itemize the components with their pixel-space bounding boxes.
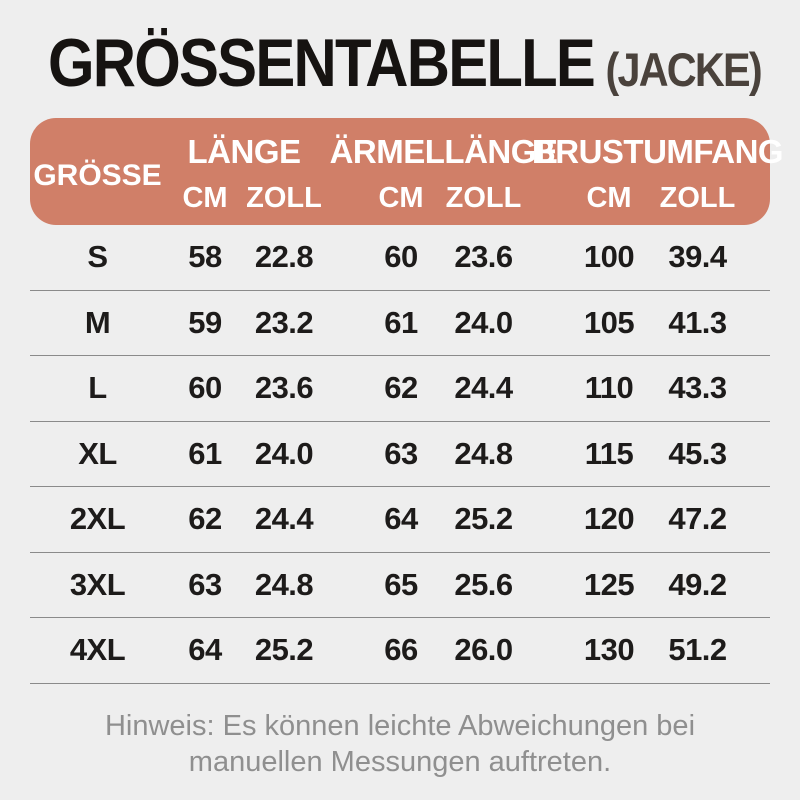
subheader-brustumfang-zoll: ZOLL (659, 182, 736, 214)
chest-zoll-cell: 51.2 (668, 632, 727, 668)
arm-zoll-cell: 24.8 (454, 435, 513, 471)
chest-cm-cell: 100 (583, 239, 635, 275)
chest-cm-cell: 110 (584, 370, 634, 406)
size-cell: 3XL (69, 566, 126, 602)
arm-zoll-cell: 25.2 (454, 501, 513, 537)
len-cm-cell: 58 (188, 239, 222, 275)
arm-zoll-cell: 24.0 (454, 304, 513, 340)
chest-cm-cell: 125 (583, 566, 635, 602)
chest-zoll-cell: 41.3 (668, 304, 727, 340)
len-zoll-cell: 22.8 (254, 239, 314, 275)
col-group-aermellaenge: ÄRMELLÄNGE (329, 133, 558, 170)
len-cm-cell: 60 (188, 370, 222, 406)
title-main: GRÖSSENTABELLE (48, 25, 595, 101)
subheader-laenge-cm: CM (182, 182, 228, 214)
arm-zoll-cell: 25.6 (454, 566, 513, 602)
table-row-4xl (30, 618, 770, 684)
chest-zoll-cell: 45.3 (668, 435, 727, 471)
size-cell: 4XL (69, 632, 126, 668)
len-zoll-cell: 25.2 (254, 632, 314, 668)
chest-zoll-cell: 43.3 (668, 370, 727, 406)
title-suffix: (JACKE) (605, 43, 761, 96)
table-row-xl (30, 422, 770, 488)
subheader-aermellaenge-zoll: ZOLL (445, 182, 522, 214)
col-group-brustumfang: BRUSTUMFANG (531, 133, 784, 170)
len-cm-cell: 64 (188, 632, 222, 668)
arm-zoll-cell: 23.6 (454, 239, 513, 275)
size-cell: XL (78, 435, 117, 471)
chest-cm-cell: 120 (583, 501, 635, 537)
table-row-m (30, 291, 770, 357)
page-title (48, 25, 761, 101)
subheader-aermellaenge-cm: CM (378, 182, 424, 214)
len-cm-cell: 61 (188, 435, 222, 471)
arm-cm-cell: 65 (384, 566, 418, 602)
table-row-3xl (30, 553, 770, 619)
chest-zoll-cell: 39.4 (668, 239, 727, 275)
table-row-s (30, 225, 770, 291)
len-zoll-cell: 24.0 (254, 435, 314, 471)
size-cell: S (87, 239, 108, 275)
table-row-2xl (30, 487, 770, 553)
arm-cm-cell: 62 (384, 370, 418, 406)
chest-cm-cell: 115 (584, 435, 634, 471)
len-zoll-cell: 23.6 (254, 370, 314, 406)
arm-cm-cell: 66 (384, 632, 418, 668)
size-cell: 2XL (69, 501, 126, 537)
len-zoll-cell: 23.2 (254, 304, 314, 340)
arm-zoll-cell: 26.0 (454, 632, 513, 668)
chest-zoll-cell: 49.2 (668, 566, 727, 602)
note-text: Hinweis: Es können leichte Abweichungen bei manuellen Messungen auftreten. (104, 709, 696, 778)
arm-cm-cell: 61 (384, 304, 418, 340)
chest-cm-cell: 105 (583, 304, 635, 340)
arm-cm-cell: 64 (384, 501, 418, 537)
len-zoll-cell: 24.8 (254, 566, 314, 602)
col-header-size: GRÖSSE (33, 158, 162, 192)
arm-zoll-cell: 24.4 (454, 370, 513, 406)
len-cm-cell: 59 (188, 304, 222, 340)
size-cell: M (84, 304, 111, 340)
chest-zoll-cell: 47.2 (668, 501, 727, 537)
size-table-body (0, 225, 800, 684)
arm-cm-cell: 63 (384, 435, 418, 471)
table-header (30, 118, 784, 225)
size-cell: L (88, 370, 107, 406)
len-zoll-cell: 24.4 (254, 501, 314, 537)
subheader-brustumfang-cm: CM (586, 182, 632, 214)
col-group-laenge: LÄNGE (187, 133, 301, 170)
arm-cm-cell: 60 (384, 239, 418, 275)
len-cm-cell: 62 (188, 501, 222, 537)
len-cm-cell: 63 (188, 566, 222, 602)
table-row-l (30, 356, 770, 422)
chest-cm-cell: 130 (583, 632, 635, 668)
subheader-laenge-zoll: ZOLL (246, 182, 322, 214)
